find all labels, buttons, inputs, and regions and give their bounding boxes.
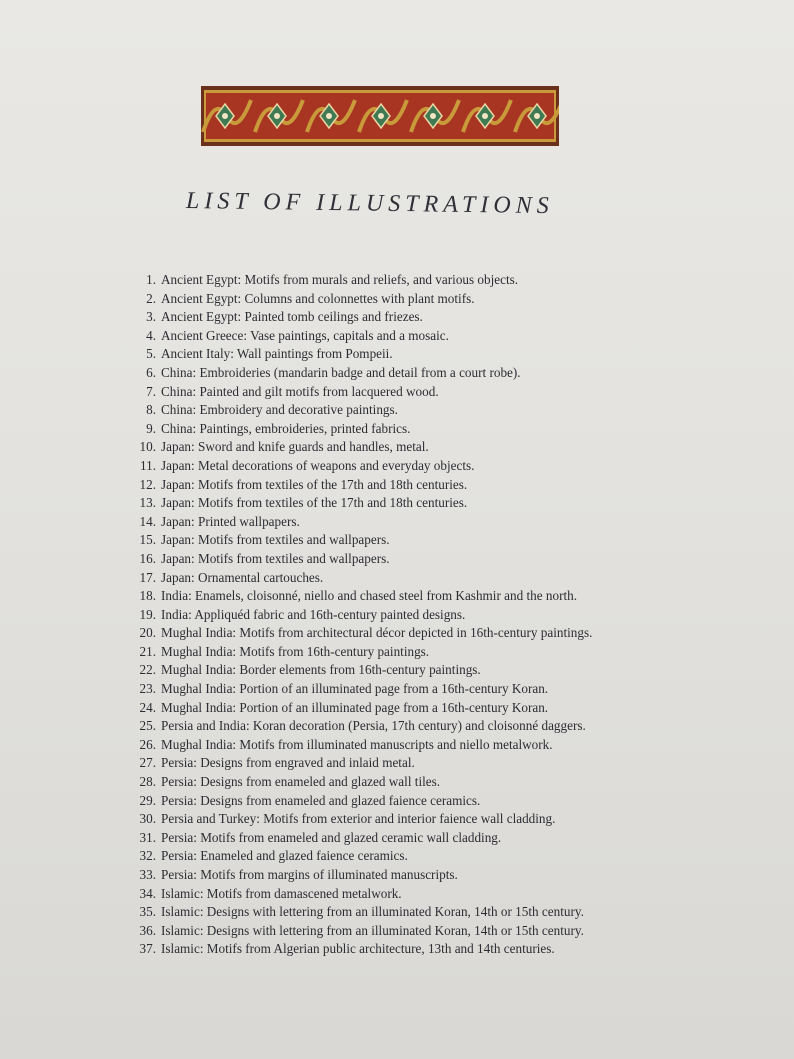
- item-number: 9.: [146, 420, 156, 436]
- item-number: 22.: [139, 662, 156, 678]
- list-item: [130, 922, 670, 941]
- list-item: [130, 494, 670, 513]
- list-item: [130, 550, 670, 569]
- list-item: [130, 699, 670, 718]
- item-caption: India: Appliquéd fabric and 16th-century painted designs.: [161, 606, 466, 622]
- item-number: 23.: [139, 681, 156, 697]
- list-item: [130, 885, 670, 904]
- item-caption: Mughal India: Portion of an illuminated page from a 16th-century Koran.: [161, 699, 549, 715]
- item-caption: Mughal India: Portion of an illuminated page from a 16th-century Koran.: [161, 681, 549, 697]
- item-number: 10.: [139, 439, 156, 455]
- item-number: 2.: [146, 290, 156, 306]
- item-number: 5.: [146, 346, 156, 362]
- list-item: [130, 866, 670, 885]
- item-number: 21.: [139, 643, 156, 659]
- item-caption: India: Enamels, cloisonné, niello and chased steel from Kashmir and the north.: [161, 588, 578, 604]
- item-caption: China: Painted and gilt motifs from lacquered wood.: [161, 383, 439, 399]
- item-caption: Persia: Designs from enameled and glazed faience ceramics.: [161, 792, 481, 808]
- item-caption: China: Embroideries (mandarin badge and detail from a court robe).: [161, 364, 521, 380]
- list-item: [130, 569, 670, 588]
- item-number: 29.: [139, 792, 156, 808]
- list-item: [130, 606, 670, 625]
- item-number: 34.: [139, 885, 156, 901]
- item-caption: Ancient Egypt: Motifs from murals and reliefs, and various objects.: [161, 272, 519, 287]
- item-number: 4.: [146, 327, 156, 343]
- list-item: [130, 736, 670, 755]
- item-caption: Persia: Designs from engraved and inlaid metal.: [161, 755, 415, 771]
- item-caption: China: Embroidery and decorative paintings.: [161, 402, 398, 418]
- item-caption: Ancient Egypt: Painted tomb ceilings and friezes.: [161, 309, 423, 325]
- item-caption: Japan: Printed wallpapers.: [161, 513, 300, 529]
- item-caption: Mughal India: Motifs from architectural décor depicted in 16th-century paintings.: [161, 625, 593, 641]
- item-number: 36.: [139, 922, 156, 938]
- item-number: 25.: [139, 718, 156, 734]
- page-title: LIST OF ILLUSTRATIONS: [185, 188, 554, 220]
- item-caption: Ancient Italy: Wall paintings from Pompeii.: [161, 346, 393, 362]
- item-caption: Japan: Sword and knife guards and handles, metal.: [161, 439, 429, 455]
- item-number: 13.: [139, 495, 156, 511]
- list-item: [130, 364, 670, 383]
- item-number: 27.: [139, 755, 156, 771]
- list-item: [130, 271, 670, 290]
- item-caption: Japan: Motifs from textiles of the 17th and 18th centuries.: [161, 476, 468, 492]
- item-caption: Japan: Motifs from textiles of the 17th and 18th centuries.: [161, 495, 468, 511]
- list-item: [130, 903, 670, 922]
- item-number: 3.: [146, 309, 156, 325]
- item-number: 31.: [139, 829, 156, 845]
- item-number: 19.: [139, 606, 156, 622]
- list-item: [130, 624, 670, 643]
- list-item: [130, 643, 670, 662]
- item-caption: Japan: Ornamental cartouches.: [161, 569, 324, 585]
- item-number: 17.: [139, 569, 156, 585]
- list-item: [130, 401, 670, 420]
- list-item: [130, 773, 670, 792]
- list-item: [130, 327, 670, 346]
- list-item: [130, 792, 670, 811]
- item-caption: Persia and Turkey: Motifs from exterior and interior faience wall cladding.: [161, 811, 556, 827]
- item-caption: Persia: Motifs from enameled and glazed ceramic wall cladding.: [161, 829, 502, 845]
- list-item: [130, 476, 670, 495]
- item-caption: Ancient Egypt: Columns and colonnettes with plant motifs.: [161, 290, 475, 306]
- list-item: [130, 420, 670, 439]
- list-item: [130, 810, 670, 829]
- list-item: [130, 754, 670, 773]
- item-caption: China: Paintings, embroideries, printed fabrics.: [161, 420, 411, 436]
- item-number: 20.: [139, 625, 156, 641]
- item-number: 24.: [139, 699, 156, 715]
- list-item: [130, 829, 670, 848]
- list-item: [130, 438, 670, 457]
- list-item: [130, 531, 670, 550]
- item-caption: Islamic: Motifs from damascened metalwork.: [161, 885, 402, 901]
- item-caption: Persia: Enameled and glazed faience ceramics.: [161, 848, 408, 864]
- item-number: 28.: [139, 774, 156, 790]
- list-item: [130, 680, 670, 699]
- item-caption: Mughal India: Motifs from 16th-century paintings.: [161, 643, 430, 659]
- item-caption: Japan: Motifs from textiles and wallpapers.: [161, 550, 390, 566]
- item-number: 7.: [146, 383, 156, 399]
- item-number: 37.: [139, 941, 156, 957]
- list-item: [130, 290, 670, 309]
- item-number: 30.: [139, 811, 156, 827]
- item-number: 6.: [146, 364, 156, 380]
- item-caption: Persia: Designs from enameled and glazed wall tiles.: [161, 774, 441, 790]
- item-number: 1.: [146, 272, 156, 287]
- list-item: [130, 308, 670, 327]
- list-item: [130, 345, 670, 364]
- item-caption: Japan: Metal decorations of weapons and everyday objects.: [161, 457, 475, 473]
- list-item: [130, 457, 670, 476]
- item-caption: Japan: Motifs from textiles and wallpapers.: [161, 532, 390, 548]
- item-caption: Islamic: Motifs from Algerian public architecture, 13th and 14th centuries.: [161, 941, 555, 957]
- item-number: 8.: [146, 402, 156, 418]
- item-number: 26.: [139, 736, 156, 752]
- list-item: [130, 587, 670, 606]
- item-number: 32.: [139, 848, 156, 864]
- item-caption: Persia: Motifs from margins of illuminated manuscripts.: [161, 867, 458, 882]
- ornament-border-image: [201, 86, 559, 146]
- item-caption: Mughal India: Border elements from 16th-century paintings.: [161, 662, 481, 678]
- list-item: [130, 383, 670, 402]
- item-number: 14.: [139, 513, 156, 529]
- item-caption: Ancient Greece: Vase paintings, capitals and a mosaic.: [161, 327, 449, 343]
- list-item: [130, 940, 670, 959]
- item-number: 18.: [139, 588, 156, 604]
- item-number: 15.: [139, 532, 156, 548]
- item-number: 35.: [139, 904, 156, 920]
- list-item: [130, 717, 670, 736]
- item-number: 12.: [139, 476, 156, 492]
- item-caption: Islamic: Designs with lettering from an illuminated Koran, 14th or 15th century.: [161, 922, 584, 938]
- item-number: 16.: [139, 550, 156, 566]
- item-caption: Islamic: Designs with lettering from an illuminated Koran, 14th or 15th century.: [161, 904, 584, 920]
- item-number: 11.: [140, 457, 156, 473]
- illustrations-list: [130, 271, 670, 959]
- item-caption: Mughal India: Motifs from illuminated manuscripts and niello metalwork.: [161, 736, 553, 752]
- item-number: 33.: [139, 867, 156, 882]
- list-item: [130, 661, 670, 680]
- ornamental-banner: [201, 86, 559, 146]
- list-item: [130, 513, 670, 532]
- item-caption: Persia and India: Koran decoration (Persia, 17th century) and cloisonné daggers.: [161, 718, 586, 734]
- list-item: [130, 847, 670, 866]
